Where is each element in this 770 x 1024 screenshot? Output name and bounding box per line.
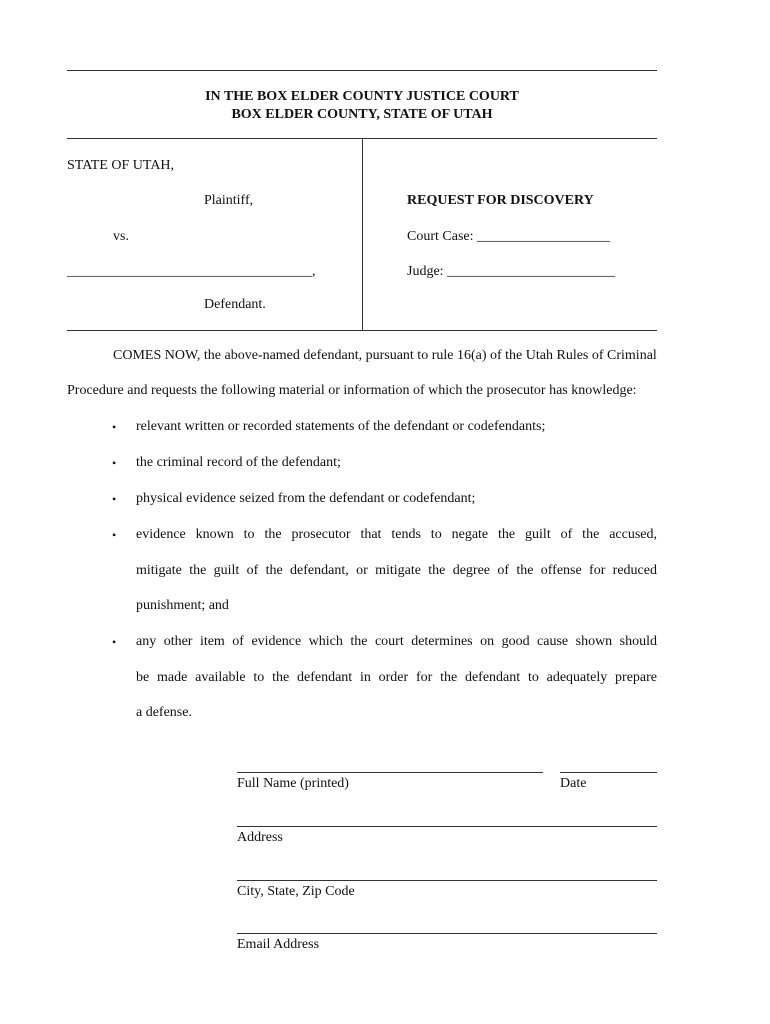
email-label: Email Address [237,937,320,952]
defendant-name-blank: ___________________________________, [67,264,316,279]
caption-divider [362,138,363,330]
discovery-item-line: the criminal record of the defendant; [136,455,341,470]
discovery-item-line: evidence known to the prosecutor that tends to negate the guilt of the accused, [136,527,657,542]
full-name-label: Full Name (printed) [237,776,349,791]
defendant-label: Defendant. [204,297,266,312]
court-case-field: Court Case: ___________________ [407,229,610,244]
vs-label: vs. [113,229,129,244]
bullet-icon: • [112,492,117,506]
bullet-icon: • [112,528,117,542]
discovery-item-line: mitigate the guilt of the defendant, or mitigate the degree of the offense for reduced [136,562,657,578]
city-state-zip-label: City, State, Zip Code [237,884,355,899]
bullet-icon: • [112,420,117,434]
date-line [560,772,657,773]
court-name: IN THE BOX ELDER COUNTY JUSTICE COURT [205,89,519,104]
discovery-item-line: be made available to the defendant in order for the defendant to adequately prepare [136,669,657,685]
date-label: Date [560,776,587,791]
address-label: Address [237,830,283,845]
city-state-zip-line [237,880,657,881]
caption-bottom-rule [67,330,657,331]
document-title: REQUEST FOR DISCOVERY [407,193,594,208]
discovery-item-line: a defense. [136,705,192,721]
email-line [237,933,657,934]
court-county: BOX ELDER COUNTY, STATE OF UTAH [231,107,493,122]
state-of-utah: STATE OF UTAH, [67,158,175,173]
discovery-item-line: relevant written or recorded statements of the defendant or codefendants; [136,419,546,434]
judge-field: Judge: ________________________ [407,264,616,279]
address-line [237,826,657,827]
bullet-icon: • [112,456,117,470]
body-line-1: COMES NOW, the above-named defendant, pursuant to rule 16(a) of the Utah Rules of Criminal [113,348,657,363]
body-line-2: Procedure and requests the following material or information of which the prosecutor has knowledge: [67,383,637,398]
discovery-item-line: physical evidence seized from the defendant or codefendant; [136,491,476,506]
plaintiff-label: Plaintiff, [204,193,254,208]
top-rule [67,70,657,71]
full-name-line [237,772,543,773]
discovery-item-line: any other item of evidence which the court determines on good cause shown should [136,634,657,649]
bullet-icon: • [112,635,117,649]
discovery-item-line: punishment; and [136,598,229,614]
